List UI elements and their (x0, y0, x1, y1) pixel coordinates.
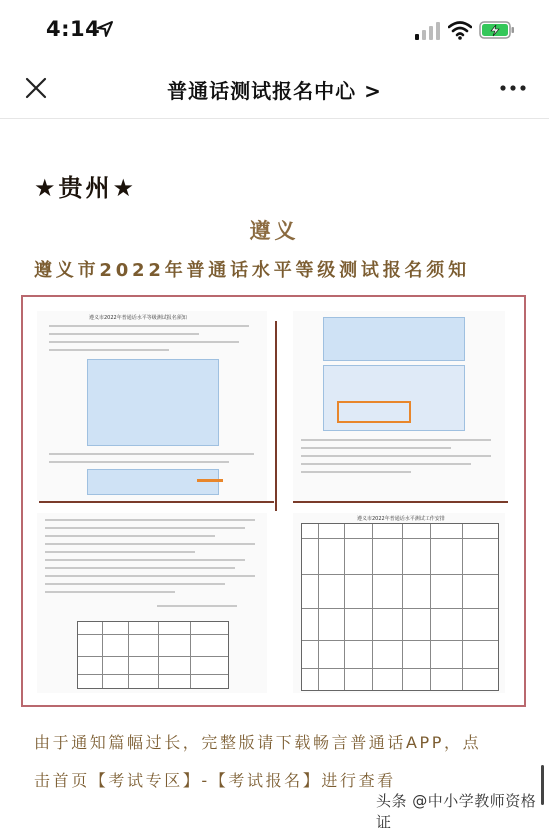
footer-instruction-line1: 由于通知篇幅过长，完整版请下载畅言普通话APP，点 (34, 733, 482, 752)
doc-page-notice (37, 311, 267, 501)
nav-bar (0, 60, 549, 119)
doc-page-steps (293, 311, 505, 501)
status-time: 4:14 (46, 17, 101, 41)
doc-page-schedule (293, 513, 505, 693)
doc-screenshot (87, 359, 219, 446)
region-title: ★贵州★ (34, 174, 138, 202)
notice-title: 遵义市2022年普通话水平等级测试报名须知 (34, 260, 470, 281)
notice-document-image[interactable] (21, 295, 526, 707)
city-title: 遵义 (249, 219, 300, 243)
doc-schedule-table (77, 621, 229, 689)
wifi-icon (448, 20, 472, 40)
more-dots-icon[interactable] (496, 74, 530, 102)
footer-instruction-line2: 击首页【考试专区】-【考试报名】进行查看 (34, 771, 396, 790)
location-arrow-icon (96, 20, 114, 38)
doc-page-title: 遵义市2022年普通话水平测试工作安排 (357, 516, 445, 522)
status-bar (0, 0, 549, 60)
scrollbar[interactable] (541, 765, 544, 805)
doc-schedule-table (301, 523, 499, 691)
nav-title[interactable]: 普通话测试报名中心 > (167, 79, 382, 103)
doc-page-rules (37, 513, 267, 693)
source-watermark: 头条 @中小学教师资格证 (376, 792, 537, 831)
doc-page-title: 遵义市2022年普通话水平等级测试报名须知 (89, 315, 187, 321)
battery-charging-icon (479, 20, 515, 40)
cellular-signal-icon (415, 22, 441, 40)
